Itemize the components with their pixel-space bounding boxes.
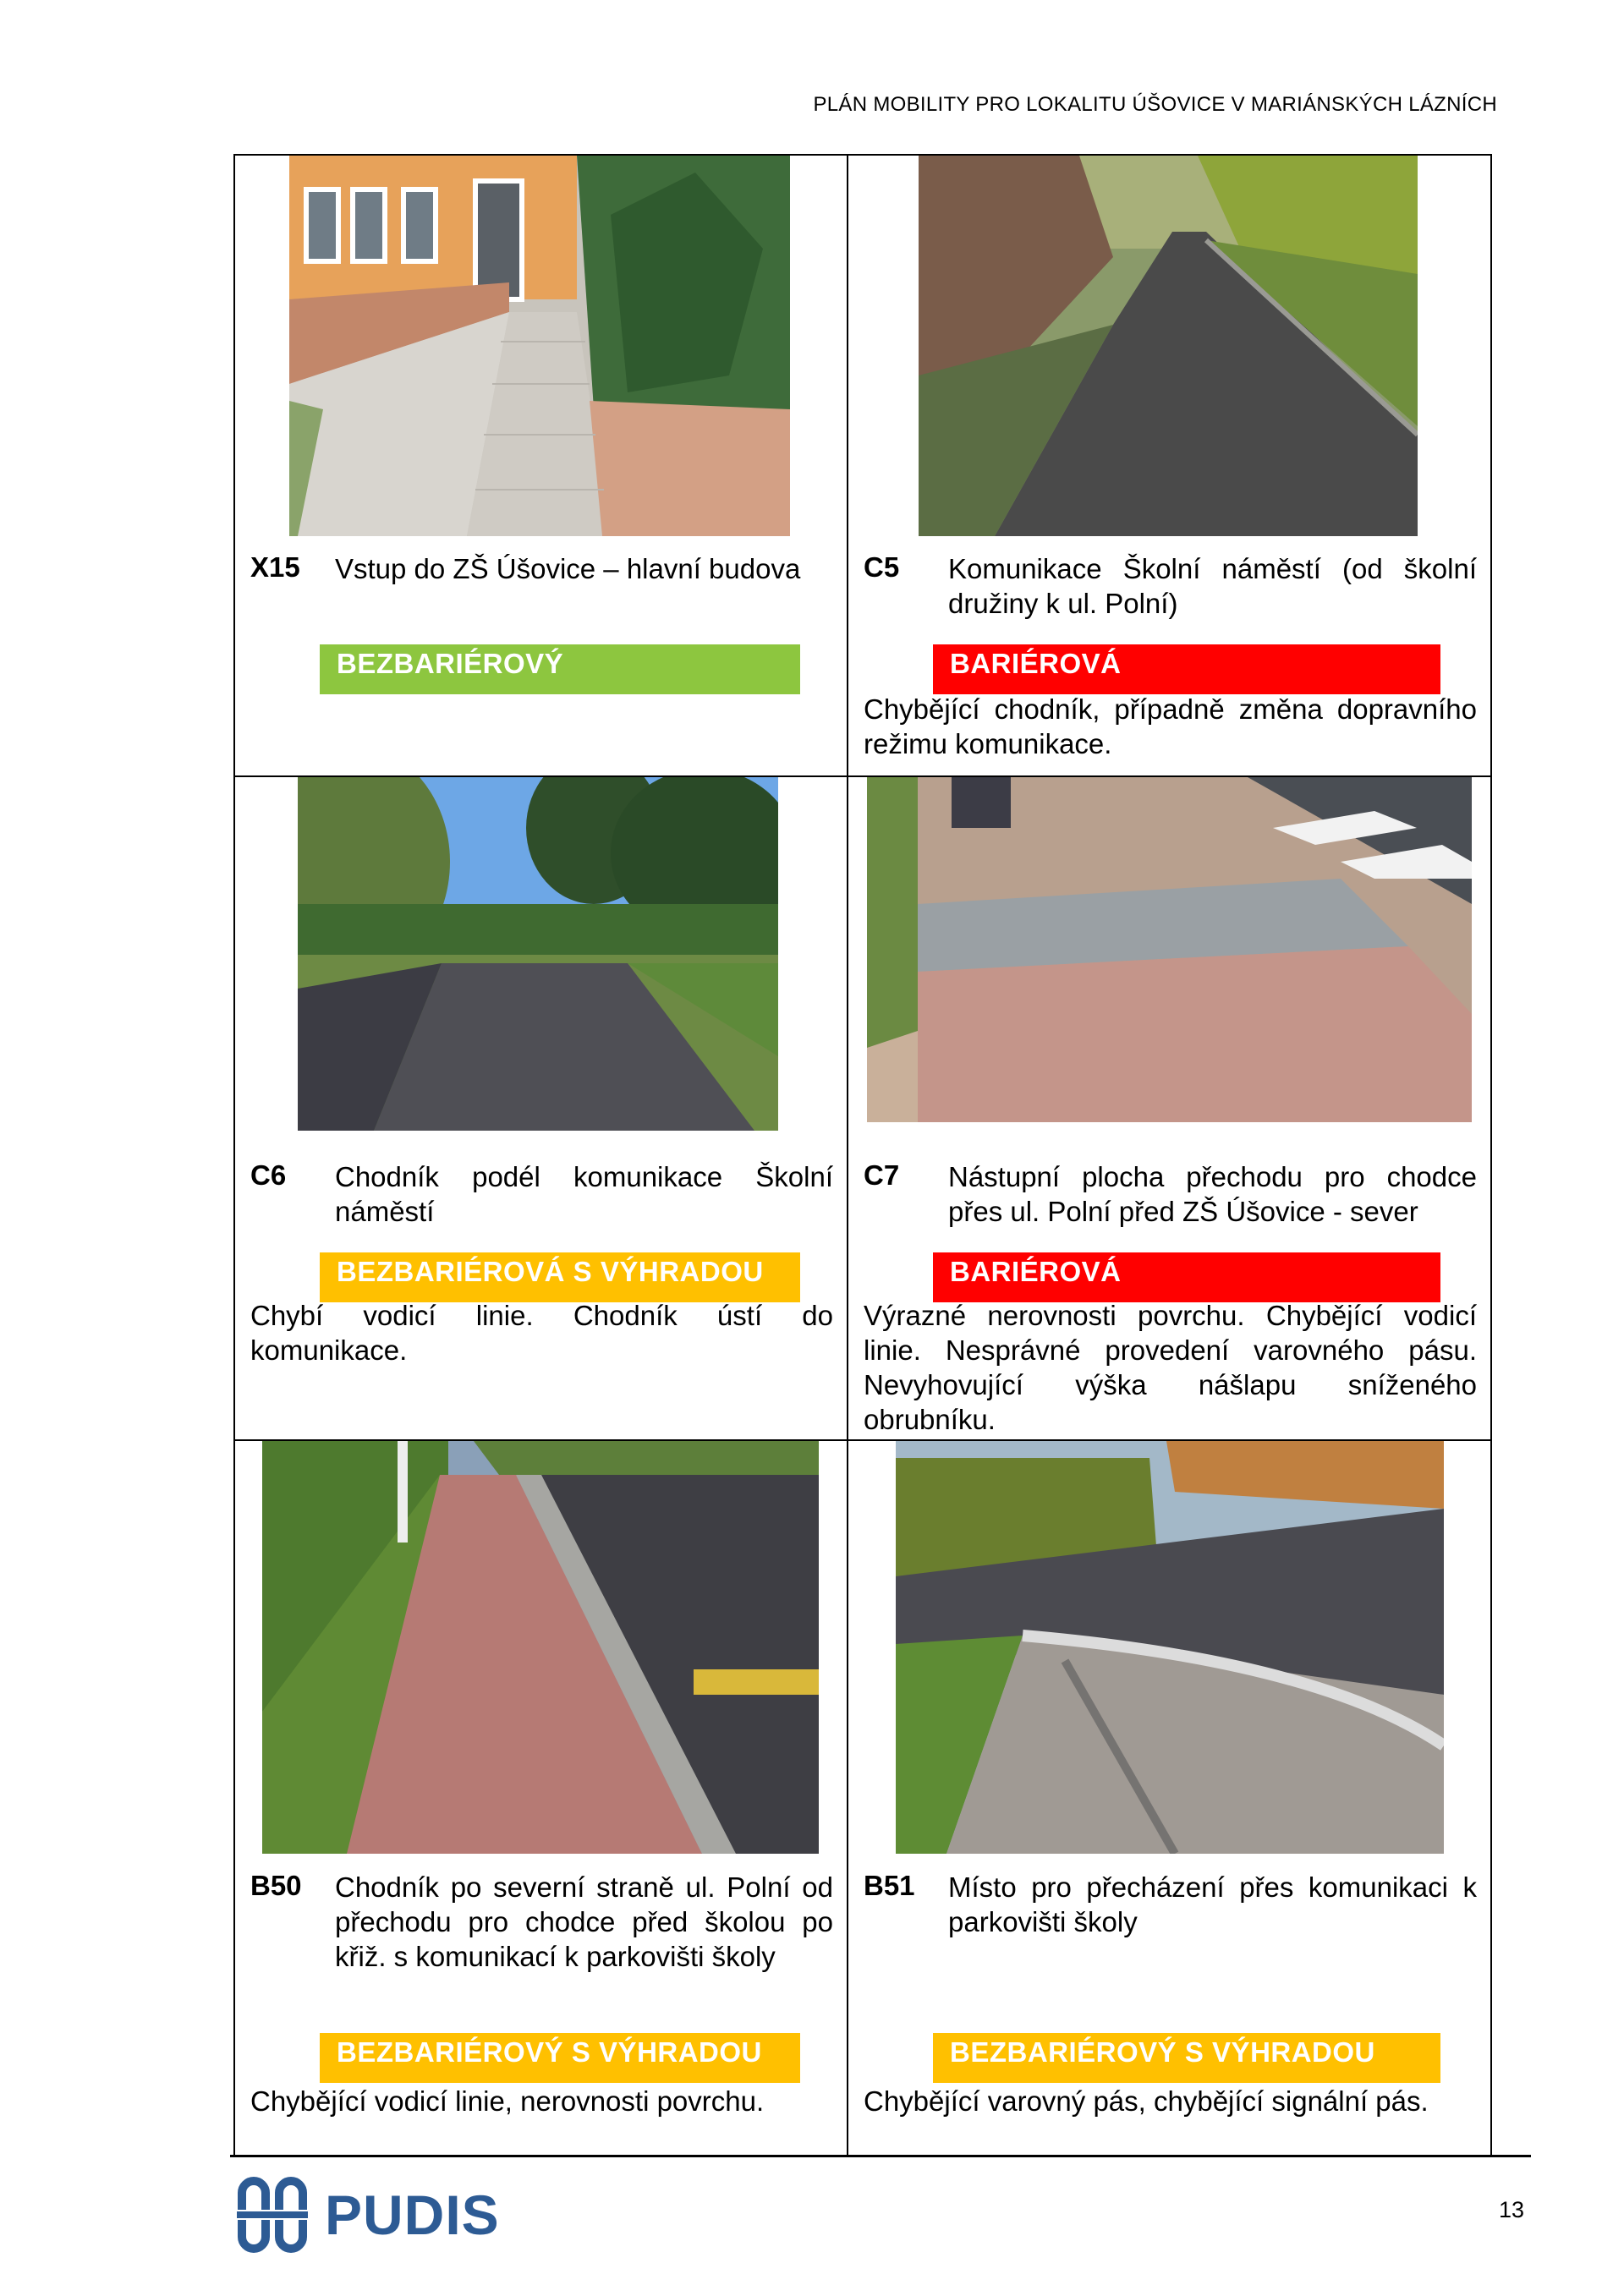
status-badge: BEZBARIÉROVÝ S VÝHRADOU [933, 2033, 1440, 2083]
location-description: Vstup do ZŠ Úšovice – hlavní budova [335, 553, 801, 584]
location-description: Místo pro přecházení přes komunikaci k parkovišti školy [948, 1871, 1477, 1937]
footer-rule [230, 2155, 1531, 2157]
table-cell-x15 [235, 156, 848, 777]
table-cell-c5 [848, 156, 1490, 777]
school-entrance-ramp-photo [289, 156, 790, 536]
location-code: B51 [864, 1870, 915, 1901]
table-cell-b51 [848, 1441, 1490, 2155]
status-badge: BARIÉROVÁ [933, 644, 1440, 694]
inventory-table [233, 154, 1492, 2156]
page-number: 13 [1498, 2197, 1524, 2222]
status-badge: BEZBARIÉROVÝ S VÝHRADOU [320, 2033, 800, 2083]
status-badge: BEZBARIÉROVÝ [320, 644, 800, 694]
page-header-title: PLÁN MOBILITY PRO LOKALITU ÚŠOVICE V MARIÁNSKÝCH LÁZNÍCH [813, 93, 1497, 116]
pudis-logo [233, 2176, 500, 2254]
location-note: Chybějící chodník, případně změna dopravního režimu komunikace. [864, 693, 1477, 759]
brick-sidewalk-photo [262, 1441, 819, 1854]
status-badge: BEZBARIÉROVÁ S VÝHRADOU [320, 1252, 800, 1302]
status-badge: BARIÉROVÁ [933, 1252, 1440, 1302]
sidewalk-path-photo [298, 777, 778, 1131]
location-note: Výrazné nerovnosti povrchu. Chybějící vodicí linie. Nesprávné provedení varovného pásu. Nevyhovující výška nášlapu sníženého obrubníku. [864, 1300, 1477, 1435]
location-description: Nástupní plocha přechodu pro chodce přes ul. Polní před ZŠ Úšovice - sever [948, 1161, 1477, 1227]
logo-text: PUDIS [325, 2184, 500, 2246]
table-cell-c7 [848, 777, 1490, 1441]
location-code: B50 [250, 1870, 302, 1901]
location-note: Chybí vodicí linie. Chodník ústí do komunikace. [250, 1300, 833, 1366]
table-cell-c6 [235, 777, 848, 1441]
pudis-logo-icon [233, 2176, 311, 2254]
location-code: X15 [250, 551, 300, 583]
asphalt-road-photo [919, 156, 1418, 536]
location-note: Chybějící varovný pás, chybějící signální pás. [864, 2085, 1429, 2117]
location-description: Chodník po severní straně ul. Polní od přechodu pro chodce před školou po křiž. s komunikací k parkovišti školy [335, 1871, 833, 1972]
location-code: C7 [864, 1159, 900, 1191]
location-code: C6 [250, 1159, 287, 1191]
crossing-place-photo [896, 1441, 1444, 1854]
location-description: Chodník podél komunikace Školní náměstí [335, 1161, 833, 1227]
crosswalk-paving-photo [867, 777, 1472, 1122]
table-cell-b50 [235, 1441, 848, 2155]
location-description: Komunikace Školní náměstí (od školní družiny k ul. Polní) [948, 553, 1477, 619]
location-note: Chybějící vodicí linie, nerovnosti povrchu. [250, 2085, 765, 2117]
location-code: C5 [864, 551, 900, 583]
